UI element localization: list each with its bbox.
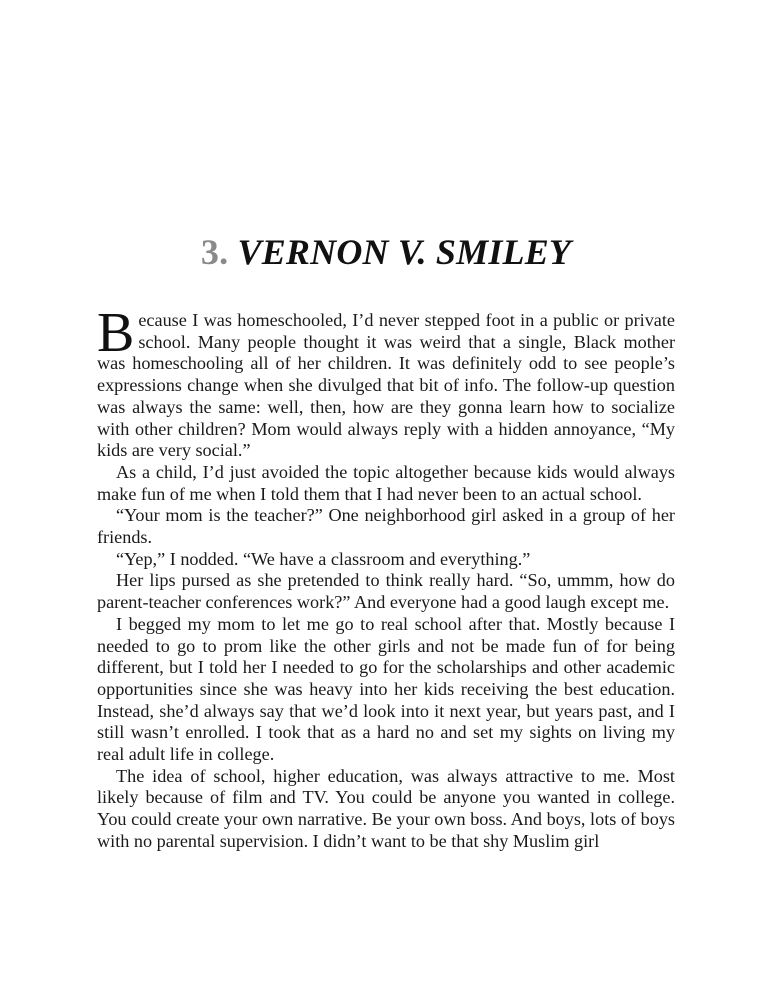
chapter-title: VERNON V. SMILEY xyxy=(237,232,572,272)
paragraph-1 xyxy=(97,302,675,462)
chapter-heading xyxy=(0,230,772,274)
drop-cap: B xyxy=(97,302,135,364)
paragraph-6: I begged my mom to let me go to real school after that. Mostly because I needed to go to prom like the other girls and not be made fun of for being different, but I told her I needed to go for the scholarships and other academic opportunities since she was heavy into her kids receiving the best education. Instead, she’d always say that we’d look into it next year, but years past, and I still wasn’t enrolled. I took that as a hard no and set my sights on living my real adult life in college. xyxy=(97,613,675,765)
paragraph-5: Her lips pursed as she pretended to think really hard. “So, ummm, how do parent-teacher conferences work?” And everyone had a good laugh except me. xyxy=(97,570,675,613)
paragraph-3: “Your mom is the teacher?” One neighborhood girl asked in a group of her friends. xyxy=(97,505,675,548)
paragraph-4: “Yep,” I nodded. “We have a classroom and everything.” xyxy=(116,548,531,569)
paragraph-2: As a child, I’d just avoided the topic altogether because kids would always make fun of me when I told them that I had never been to an actual school. xyxy=(97,461,675,504)
paragraph-1-text: ecause I was homeschooled, I’d never stepped foot in a public or private school. Many people thought it was weird that a single, Black mother was homeschooling all of her children. It was definitely odd to see people’s expressions change when she divulged that bit of info. The follow-up question was always the same: well, then, how are they gonna learn how to socialize with other children? Mom would always reply with a hidden annoyance, “My kids are very social.” xyxy=(97,310,675,461)
chapter-number: 3. xyxy=(200,232,229,272)
paragraph-7: The idea of school, higher education, was always attractive to me. Most likely because of film and TV. You could be anyone you wanted in college. You could create your own narrative. Be your own boss. And boys, lots of boys with no parental supervision. I didn’t want to be that shy Muslim girl xyxy=(97,765,675,851)
chapter-body xyxy=(97,302,675,853)
